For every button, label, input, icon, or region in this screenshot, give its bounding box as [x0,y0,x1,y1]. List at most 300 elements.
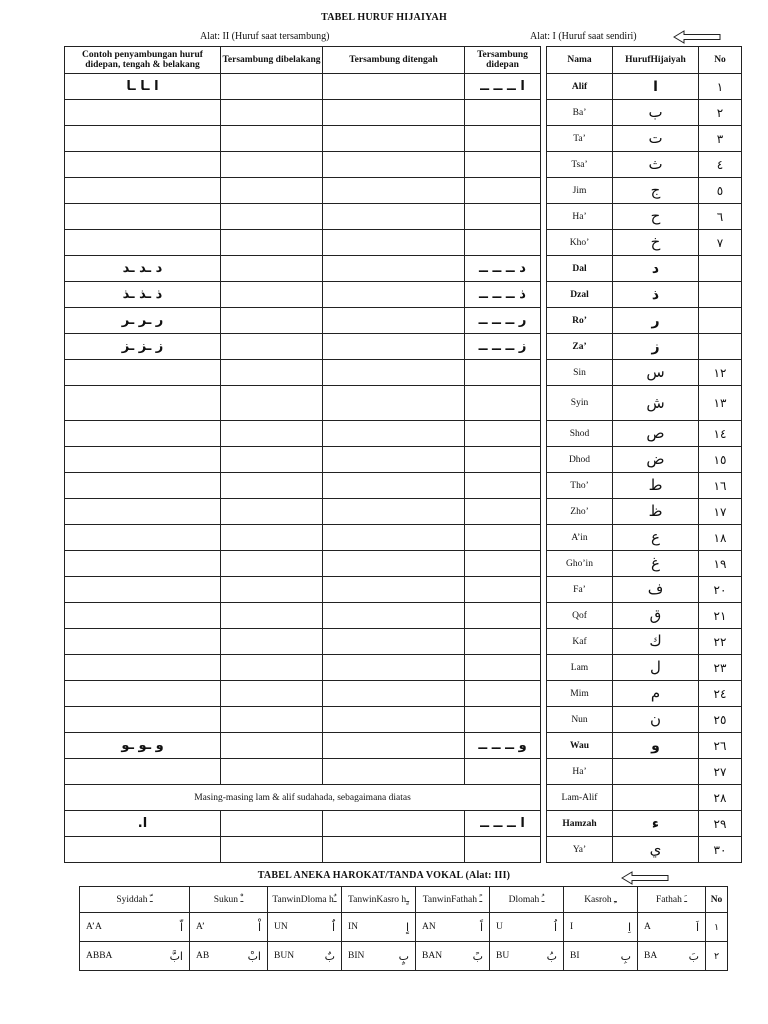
latin-reading: UN [274,922,288,932]
belakang-cell [221,152,323,178]
tengah-cell [323,152,465,178]
table-row [65,447,742,473]
table-row [65,577,742,603]
table2-title: TABEL ANEKA HAROKAT/TANDA VOKAL (Alat: III) [257,870,511,881]
latin-reading: BUN [274,951,295,961]
nama-cell: Lam [547,655,613,681]
table-row [65,74,742,100]
arabic-example: بٍ [398,949,409,963]
harokat-no-cell: ٢ [706,942,728,971]
harokat-header-row [80,887,728,913]
contoh-cell [65,499,221,525]
harokat-cell [268,942,342,971]
nama-cell: Nun [547,707,613,733]
arabic-example: بِ [620,949,631,963]
belakang-cell [221,473,323,499]
table-row [65,681,742,707]
tengah-cell [323,308,465,334]
huruf-cell: ع [613,525,699,551]
tengah-cell [323,837,465,863]
table-row [65,551,742,577]
depan-cell: و ــ ــ ــ [465,733,541,759]
harokat-cell [564,913,638,942]
harokat-cell [342,913,416,942]
huruf-cell: ض [613,447,699,473]
table-row [65,525,742,551]
nama-cell: Ta’ [547,126,613,152]
header-belakang: Tersambung dibelakang [221,47,323,74]
arabic-example: اُ [553,920,557,934]
no-cell: ٢١ [699,603,742,629]
huruf-cell [613,759,699,785]
huruf-cell: ذ [613,282,699,308]
belakang-cell [221,811,323,837]
depan-cell [465,707,541,733]
tengah-cell [323,473,465,499]
contoh-cell: ا. [65,811,221,837]
table-row [65,837,742,863]
belakang-cell [221,499,323,525]
nama-cell: Tsa’ [547,152,613,178]
belakang-cell [221,230,323,256]
harokat-cell [190,942,268,971]
huruf-cell: م [613,681,699,707]
arabic-example: اٌ [331,920,335,934]
tengah-cell [323,334,465,360]
tengah-cell [323,603,465,629]
table-row [65,629,742,655]
tengah-cell [323,733,465,759]
no-cell: ١ [699,74,742,100]
nama-cell: Dzal [547,282,613,308]
arabic-example: ابْ [247,949,261,963]
contoh-cell [65,577,221,603]
depan-cell [465,629,541,655]
harokat-header-cell: TanwinFathah ـً [416,887,490,913]
table-row [65,733,742,759]
harokat-cell [80,913,190,942]
latin-reading: AB [196,951,210,961]
huruf-cell: د [613,256,699,282]
alat2-label: Alat: II (Huruf saat tersambung) [200,31,330,42]
depan-cell [465,603,541,629]
no-cell [699,256,742,282]
depan-cell: ا ــ ــ ــ [465,811,541,837]
contoh-cell [65,100,221,126]
huruf-cell: ء [613,811,699,837]
tengah-cell [323,525,465,551]
depan-cell [465,525,541,551]
no-cell: ٣٠ [699,837,742,863]
depan-cell [465,421,541,447]
harokat-header-cell: No [706,887,728,913]
table-row [65,308,742,334]
harokat-header-cell: Sukun ـْ [190,887,268,913]
nama-cell: Kho’ [547,230,613,256]
contoh-cell [65,525,221,551]
nama-cell: Fa’ [547,577,613,603]
tengah-cell [323,499,465,525]
no-cell: ٢٦ [699,733,742,759]
contoh-cell [65,126,221,152]
contoh-cell: و ـو ـو [65,733,221,759]
nama-cell: Dhod [547,447,613,473]
arabic-example: اْ [257,920,261,934]
huruf-cell: و [613,733,699,759]
depan-cell: ز ــ ــ ــ [465,334,541,360]
harokat-cell [416,913,490,942]
nama-cell: Ya’ [547,837,613,863]
belakang-cell [221,629,323,655]
huruf-cell: ح [613,204,699,230]
nama-cell: Wau [547,733,613,759]
depan-cell [465,126,541,152]
contoh-cell [65,629,221,655]
arabic-example: اّ [179,920,183,934]
belakang-cell [221,733,323,759]
huruf-cell: ا [613,74,699,100]
harokat-header-cell: Syiddah ـّ [80,887,190,913]
table-row [65,759,742,785]
no-cell: ٢٩ [699,811,742,837]
tengah-cell [323,126,465,152]
tengah-cell [323,421,465,447]
latin-reading: BU [496,951,510,961]
belakang-cell [221,204,323,230]
belakang-cell [221,655,323,681]
alat1-label: Alat: I (Huruf saat sendiri) [530,31,637,42]
latin-reading: IN [348,922,359,932]
tengah-cell [323,386,465,421]
huruf-cell: ث [613,152,699,178]
belakang-cell [221,577,323,603]
nama-cell: Ba’ [547,100,613,126]
depan-cell [465,386,541,421]
latin-reading: AN [422,922,436,932]
no-cell: ١٣ [699,386,742,421]
contoh-cell [65,707,221,733]
header-depan: Tersambung didepan [465,47,541,74]
nama-cell: Alif [547,74,613,100]
depan-cell [465,152,541,178]
contoh-cell: د ـد ـد [65,256,221,282]
nama-cell: Ha’ [547,204,613,230]
belakang-cell [221,74,323,100]
harokat-header-cell: TanwinKasro hـٍ [342,887,416,913]
no-cell [699,334,742,360]
tengah-cell [323,759,465,785]
harokat-cell [268,913,342,942]
nama-cell: Jim [547,178,613,204]
no-cell: ٢٧ [699,759,742,785]
latin-reading: I [570,922,574,932]
nama-cell: Shod [547,421,613,447]
no-cell: ١٤ [699,421,742,447]
contoh-cell [65,421,221,447]
table-row [65,811,742,837]
tengah-cell [323,681,465,707]
depan-cell: ا ــ ــ ــ [465,74,541,100]
huruf-cell: ك [613,629,699,655]
left-arrow-icon [672,30,722,44]
no-cell: ٢٥ [699,707,742,733]
latin-reading: BA [644,951,658,961]
latin-reading: ABBA [86,951,113,961]
header-nama: Nama [547,47,613,74]
arabic-example: اِ [627,920,631,934]
harokat-table [79,886,728,971]
table-row [65,204,742,230]
belakang-cell [221,126,323,152]
huruf-cell: ج [613,178,699,204]
contoh-cell [65,473,221,499]
merged-note: Masing-masing lam & alif sudahada, sebagaimana diatas [65,785,541,811]
huruf-cell: ق [613,603,699,629]
depan-cell: ر ــ ــ ــ [465,308,541,334]
nama-cell: Ro’ [547,308,613,334]
belakang-cell [221,837,323,863]
page-title: TABEL HURUF HIJAIYAH [321,12,447,23]
contoh-cell: ذ ـذ ـذ [65,282,221,308]
belakang-cell [221,178,323,204]
arabic-example: اً [479,920,483,934]
no-cell: ١٩ [699,551,742,577]
depan-cell: ذ ــ ــ ــ [465,282,541,308]
depan-cell [465,100,541,126]
no-cell: ١٦ [699,473,742,499]
no-cell: ٢ [699,100,742,126]
tengah-cell [323,655,465,681]
no-cell: ٣ [699,126,742,152]
table-row [65,785,742,811]
header-huruf: HurufHijaiyah [613,47,699,74]
header-tengah: Tersambung ditengah [323,47,465,74]
nama-cell: A’in [547,525,613,551]
no-cell: ٢٨ [699,785,742,811]
no-cell: ٢٠ [699,577,742,603]
harokat-cell [342,942,416,971]
arabic-example: ابَّ [169,949,183,963]
harokat-cell [490,942,564,971]
depan-cell [465,178,541,204]
no-cell: ٧ [699,230,742,256]
belakang-cell [221,759,323,785]
contoh-cell [65,386,221,421]
table-row [65,334,742,360]
nama-cell: Gho’in [547,551,613,577]
contoh-cell [65,655,221,681]
tengah-cell [323,178,465,204]
contoh-cell: ز ـز ـز [65,334,221,360]
huruf-cell: ش [613,386,699,421]
huruf-cell: ي [613,837,699,863]
hijaiyah-table [64,46,742,863]
depan-cell [465,360,541,386]
contoh-cell [65,603,221,629]
no-cell: ٢٢ [699,629,742,655]
huruf-cell: ل [613,655,699,681]
table-row [65,282,742,308]
table-row [65,655,742,681]
tengah-cell [323,230,465,256]
harokat-cell [638,913,706,942]
table-row [65,256,742,282]
nama-cell: Tho’ [547,473,613,499]
huruf-cell: ر [613,308,699,334]
no-cell [699,282,742,308]
contoh-cell [65,447,221,473]
table-row [65,707,742,733]
table-row [65,100,742,126]
table-row [65,499,742,525]
huruf-cell: ص [613,421,699,447]
belakang-cell [221,386,323,421]
depan-cell [465,759,541,785]
left-arrow-icon [620,871,670,885]
table-row [65,152,742,178]
no-cell [699,308,742,334]
nama-cell: Lam-Alif [547,785,613,811]
depan-cell [465,499,541,525]
tengah-cell [323,577,465,603]
huruf-cell: ظ [613,499,699,525]
table-row [65,126,742,152]
huruf-cell: خ [613,230,699,256]
nama-cell: Hamzah [547,811,613,837]
depan-cell [465,447,541,473]
latin-reading: A [644,922,651,932]
latin-reading: A’ [196,922,205,932]
huruf-cell: س [613,360,699,386]
nama-cell: Qof [547,603,613,629]
table-row [65,230,742,256]
huruf-cell [613,785,699,811]
harokat-cell [190,913,268,942]
arabic-example: بٌ [324,949,335,963]
huruf-cell: ز [613,334,699,360]
harokat-header-cell: TanwinDloma hـٌ [268,887,342,913]
belakang-cell [221,421,323,447]
belakang-cell [221,282,323,308]
no-cell: ٢٣ [699,655,742,681]
belakang-cell [221,551,323,577]
no-cell: ١٧ [699,499,742,525]
arabic-example: اٍ [405,920,409,934]
tengah-cell [323,204,465,230]
contoh-cell [65,551,221,577]
tengah-cell [323,811,465,837]
depan-cell [465,837,541,863]
depan-cell [465,577,541,603]
belakang-cell [221,525,323,551]
huruf-cell: ب [613,100,699,126]
table-row [65,386,742,421]
table-row [65,360,742,386]
arabic-example: بَ [688,949,699,963]
no-cell: ٤ [699,152,742,178]
table-header-row [65,47,742,74]
nama-cell: Dal [547,256,613,282]
table-row [65,473,742,499]
harokat-cell [80,942,190,971]
nama-cell: Syin [547,386,613,421]
tengah-cell [323,629,465,655]
belakang-cell [221,447,323,473]
belakang-cell [221,707,323,733]
table-row [65,603,742,629]
nama-cell: Ha’ [547,759,613,785]
arabic-example: بً [472,949,483,963]
depan-cell [465,473,541,499]
tengah-cell [323,256,465,282]
harokat-cell [490,913,564,942]
tengah-cell [323,707,465,733]
belakang-cell [221,100,323,126]
depan-cell [465,681,541,707]
huruf-cell: ط [613,473,699,499]
huruf-cell: ن [613,707,699,733]
header-no: No [699,47,742,74]
harokat-header-cell: Kasroh ـِ [564,887,638,913]
contoh-cell [65,230,221,256]
latin-reading: A’A [86,922,102,932]
no-cell: ١٢ [699,360,742,386]
harokat-header-cell: Dlomah ـُ [490,887,564,913]
tengah-cell [323,551,465,577]
tengah-cell [323,74,465,100]
depan-cell: د ــ ــ ــ [465,256,541,282]
nama-cell: Sin [547,360,613,386]
no-cell: ١٨ [699,525,742,551]
tengah-cell [323,360,465,386]
latin-reading: BAN [422,951,443,961]
harokat-cell [638,942,706,971]
contoh-cell: ر ـر ـر [65,308,221,334]
no-cell: ٥ [699,178,742,204]
contoh-cell [65,204,221,230]
depan-cell [465,551,541,577]
harokat-row [80,942,728,971]
tengah-cell [323,282,465,308]
contoh-cell [65,178,221,204]
huruf-cell: غ [613,551,699,577]
belakang-cell [221,681,323,707]
contoh-cell: ا ـا ـا [65,74,221,100]
nama-cell: Za’ [547,334,613,360]
belakang-cell [221,334,323,360]
belakang-cell [221,360,323,386]
nama-cell: Zho’ [547,499,613,525]
depan-cell [465,230,541,256]
depan-cell [465,204,541,230]
nama-cell: Kaf [547,629,613,655]
tengah-cell [323,100,465,126]
latin-reading: BI [570,951,580,961]
arabic-example: اَ [695,920,699,934]
latin-reading: BIN [348,951,365,961]
belakang-cell [221,603,323,629]
nama-cell: Mim [547,681,613,707]
contoh-cell [65,681,221,707]
contoh-cell [65,837,221,863]
contoh-cell [65,360,221,386]
harokat-row [80,913,728,942]
no-cell: ١٥ [699,447,742,473]
harokat-cell [416,942,490,971]
contoh-cell [65,152,221,178]
no-cell: ٦ [699,204,742,230]
harokat-cell [564,942,638,971]
